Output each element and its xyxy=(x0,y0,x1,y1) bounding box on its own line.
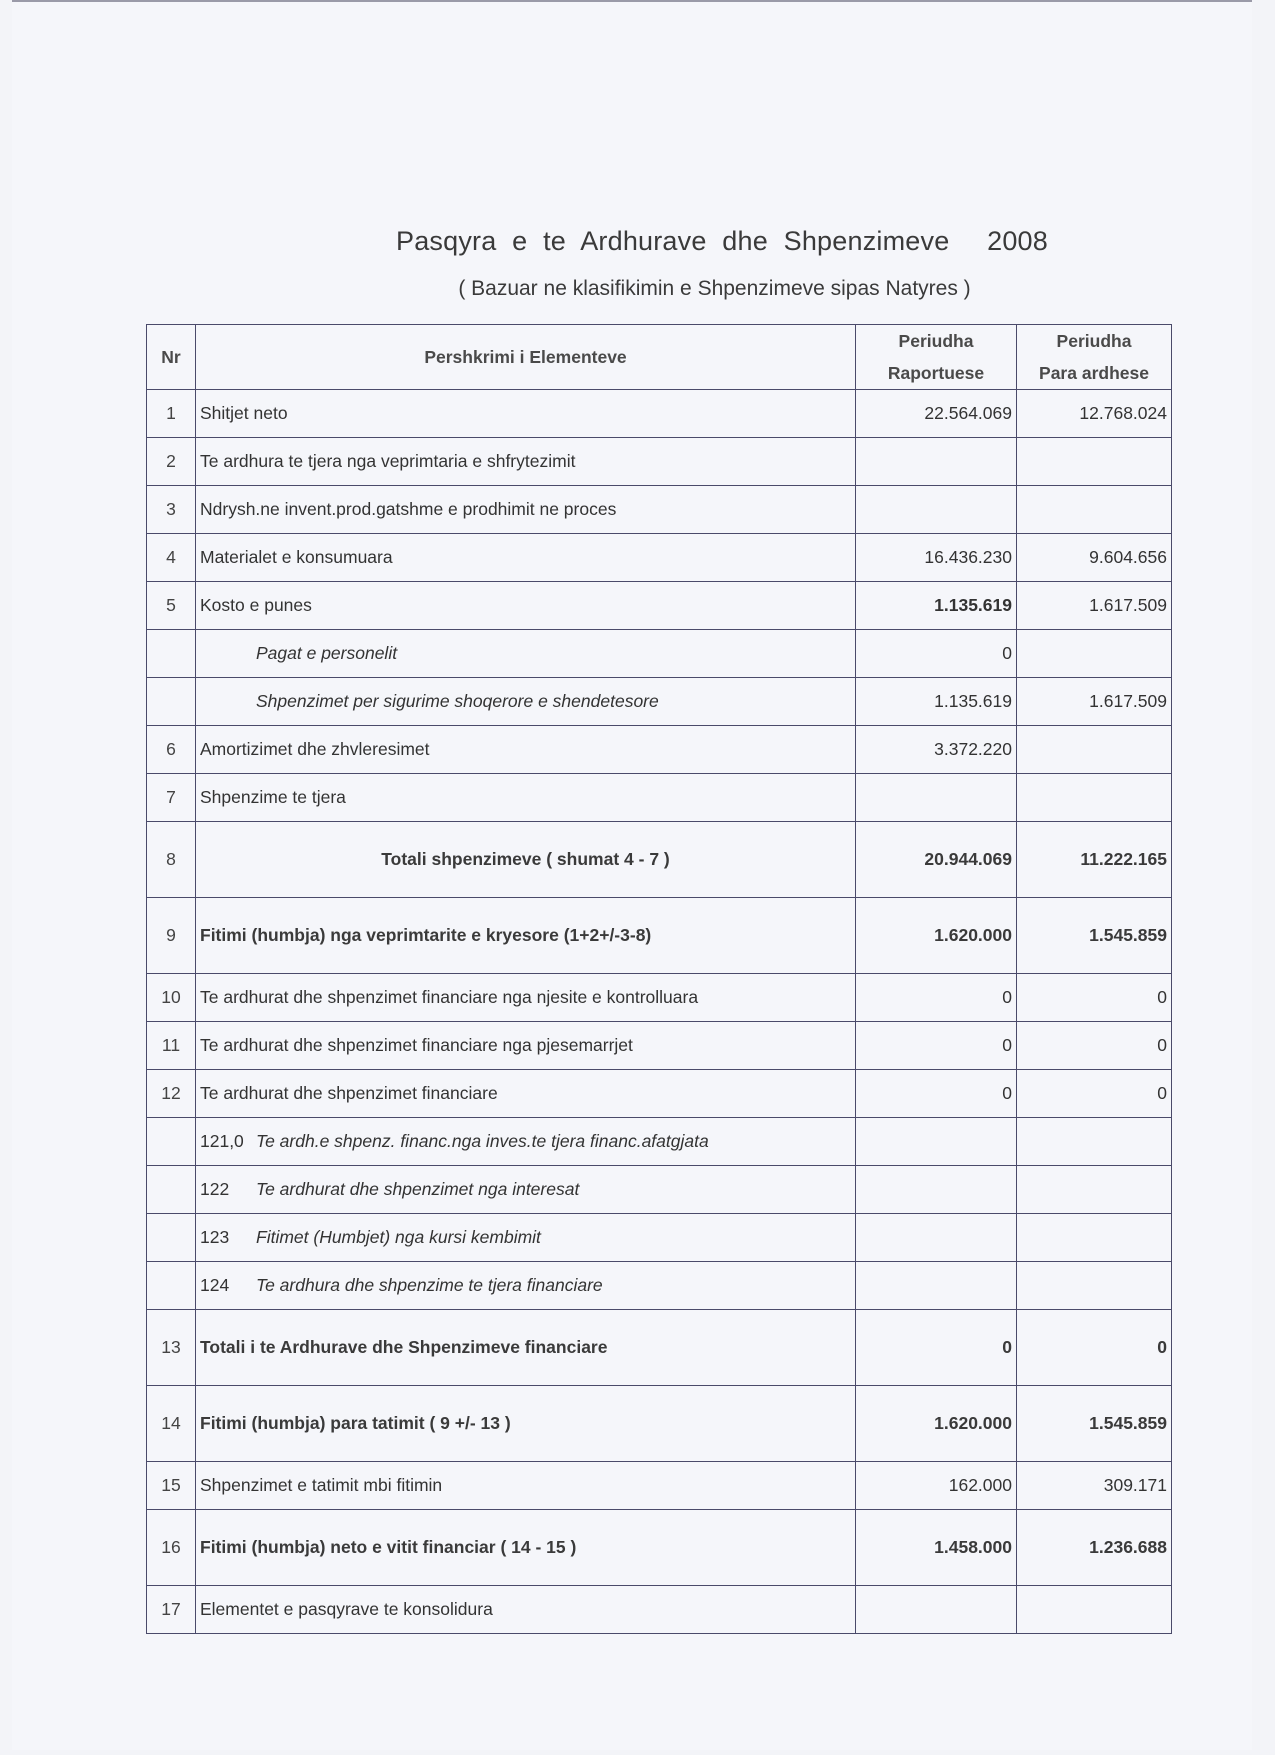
table-row-sub xyxy=(147,678,1172,726)
table-row xyxy=(147,1462,1172,1510)
row-nr: 8 xyxy=(147,822,196,898)
row-nr xyxy=(147,1262,196,1310)
row-previous-value xyxy=(1017,486,1172,534)
row-nr: 1 xyxy=(147,390,196,438)
row-nr: 10 xyxy=(147,974,196,1022)
row-description-text: Te ardh.e shpenz. financ.nga inves.te tjera financ.afatgjata xyxy=(256,1131,709,1151)
row-current-value: 0 xyxy=(856,1310,1017,1386)
row-nr: 3 xyxy=(147,486,196,534)
header-current-line2: Raportuese xyxy=(887,363,985,383)
row-description xyxy=(196,1118,856,1166)
row-nr: 15 xyxy=(147,1462,196,1510)
row-nr: 4 xyxy=(147,534,196,582)
document-subtitle: ( Bazuar ne klasifikimin e Shpenzimeve sipas Natyres ) xyxy=(458,277,971,300)
row-code: 122 xyxy=(200,1179,230,1199)
table-row-financial-sub xyxy=(147,1214,1172,1262)
title-year: 2008 xyxy=(987,226,1048,256)
table-row-total-financial xyxy=(147,1310,1172,1386)
row-description: Elementet e pasqyrave te konsolidura xyxy=(196,1586,856,1634)
row-nr: 12 xyxy=(147,1070,196,1118)
row-previous-value: 1.236.688 xyxy=(1017,1510,1172,1586)
row-nr xyxy=(147,678,196,726)
row-nr: 16 xyxy=(147,1510,196,1586)
row-previous-value xyxy=(1017,1118,1172,1166)
row-code: 123 xyxy=(200,1227,230,1247)
row-description: Materialet e konsumuara xyxy=(196,534,856,582)
table-row-financial-sub xyxy=(147,1262,1172,1310)
row-previous-value: 0 xyxy=(1017,974,1172,1022)
row-description: Amortizimet dhe zhvleresimet xyxy=(196,726,856,774)
row-previous-value xyxy=(1017,630,1172,678)
row-nr: 2 xyxy=(147,438,196,486)
row-current-value xyxy=(856,1214,1017,1262)
row-nr: 9 xyxy=(147,898,196,974)
row-previous-value: 1.545.859 xyxy=(1017,898,1172,974)
table-row xyxy=(147,774,1172,822)
header-description: Pershkrimi i Elementeve xyxy=(196,325,856,390)
table-row-net-profit xyxy=(147,1510,1172,1586)
row-previous-value: 1.617.509 xyxy=(1017,582,1172,630)
header-previous-line1: Periudha xyxy=(1056,331,1132,351)
row-previous-value xyxy=(1017,1166,1172,1214)
row-description: Te ardhura te tjera nga veprimtaria e shfrytezimit xyxy=(196,438,856,486)
row-description xyxy=(196,1262,856,1310)
row-description: Totali i te Ardhurave dhe Shpenzimeve financiare xyxy=(196,1310,856,1386)
table-row xyxy=(147,582,1172,630)
row-nr: 14 xyxy=(147,1386,196,1462)
row-description xyxy=(196,1166,856,1214)
row-nr: 13 xyxy=(147,1310,196,1386)
row-description: Fitimi (humbja) para tatimit ( 9 +/- 13 ) xyxy=(196,1386,856,1462)
table-header-row xyxy=(147,325,1172,390)
row-nr xyxy=(147,1118,196,1166)
table-row-financial-sub xyxy=(147,1166,1172,1214)
row-current-value: 1.620.000 xyxy=(856,1386,1017,1462)
row-code: 124 xyxy=(200,1275,230,1295)
row-previous-value xyxy=(1017,438,1172,486)
table-row xyxy=(147,726,1172,774)
row-previous-value xyxy=(1017,1262,1172,1310)
row-description-text: Fitimet (Humbjet) nga kursi kembimit xyxy=(256,1227,541,1247)
row-previous-value xyxy=(1017,1586,1172,1634)
row-description: Pagat e personelit xyxy=(196,630,856,678)
table-row xyxy=(147,1586,1172,1634)
header-previous-line2: Para ardhese xyxy=(1039,363,1149,383)
row-current-value xyxy=(856,486,1017,534)
table-row-sub xyxy=(147,630,1172,678)
row-description: Fitimi (humbja) neto e vitit financiar ( 14 - 15 ) xyxy=(196,1510,856,1586)
row-previous-value: 1.617.509 xyxy=(1017,678,1172,726)
row-current-value: 162.000 xyxy=(856,1462,1017,1510)
row-previous-value xyxy=(1017,774,1172,822)
row-code: 121,0 xyxy=(200,1131,244,1151)
row-current-value xyxy=(856,1586,1017,1634)
table-row xyxy=(147,1070,1172,1118)
row-nr xyxy=(147,630,196,678)
title-text: Pasqyra e te Ardhurave dhe Shpenzimeve xyxy=(396,226,950,256)
row-previous-value: 1.545.859 xyxy=(1017,1386,1172,1462)
row-current-value xyxy=(856,774,1017,822)
row-description: Shpenzimet per sigurime shoqerore e shendetesore xyxy=(196,678,856,726)
table-row xyxy=(147,974,1172,1022)
row-current-value: 0 xyxy=(856,630,1017,678)
row-nr: 7 xyxy=(147,774,196,822)
header-nr: Nr xyxy=(147,325,196,390)
row-current-value: 1.458.000 xyxy=(856,1510,1017,1586)
document-title xyxy=(12,226,1252,257)
row-current-value: 1.135.619 xyxy=(856,678,1017,726)
row-description-text: Te ardhura dhe shpenzime te tjera financiare xyxy=(256,1275,603,1295)
row-description: Kosto e punes xyxy=(196,582,856,630)
row-description: Te ardhurat dhe shpenzimet financiare xyxy=(196,1070,856,1118)
row-current-value: 1.135.619 xyxy=(856,582,1017,630)
row-previous-value: 309.171 xyxy=(1017,1462,1172,1510)
row-current-value: 16.436.230 xyxy=(856,534,1017,582)
row-current-value: 22.564.069 xyxy=(856,390,1017,438)
row-previous-value: 12.768.024 xyxy=(1017,390,1172,438)
row-description xyxy=(196,1214,856,1262)
row-previous-value: 0 xyxy=(1017,1310,1172,1386)
row-current-value: 0 xyxy=(856,1022,1017,1070)
row-current-value xyxy=(856,1262,1017,1310)
row-previous-value xyxy=(1017,726,1172,774)
row-nr xyxy=(147,1166,196,1214)
row-current-value xyxy=(856,1166,1017,1214)
table-row xyxy=(147,534,1172,582)
row-description: Shpenzimet e tatimit mbi fitimin xyxy=(196,1462,856,1510)
row-nr: 5 xyxy=(147,582,196,630)
row-current-value: 3.372.220 xyxy=(856,726,1017,774)
row-description: Ndrysh.ne invent.prod.gatshme e prodhimit ne proces xyxy=(196,486,856,534)
header-current-period xyxy=(856,325,1017,390)
row-previous-value: 9.604.656 xyxy=(1017,534,1172,582)
row-current-value xyxy=(856,1118,1017,1166)
table-row xyxy=(147,438,1172,486)
row-nr: 6 xyxy=(147,726,196,774)
row-description: Fitimi (humbja) nga veprimtarite e kryesore (1+2+/-3-8) xyxy=(196,898,856,974)
row-current-value: 1.620.000 xyxy=(856,898,1017,974)
row-nr: 17 xyxy=(147,1586,196,1634)
table-row xyxy=(147,1022,1172,1070)
row-description: Totali shpenzimeve ( shumat 4 - 7 ) xyxy=(196,822,856,898)
header-current-line1: Periudha xyxy=(898,331,974,351)
row-previous-value: 11.222.165 xyxy=(1017,822,1172,898)
row-description: Te ardhurat dhe shpenzimet financiare nga pjesemarrjet xyxy=(196,1022,856,1070)
table-row-financial-sub xyxy=(147,1118,1172,1166)
row-current-value: 20.944.069 xyxy=(856,822,1017,898)
table-row-operating-profit xyxy=(147,898,1172,974)
row-previous-value: 0 xyxy=(1017,1070,1172,1118)
header-previous-period xyxy=(1017,325,1172,390)
row-description: Shpenzime te tjera xyxy=(196,774,856,822)
row-description: Te ardhurat dhe shpenzimet financiare nga njesite e kontrolluara xyxy=(196,974,856,1022)
table-row xyxy=(147,390,1172,438)
income-statement-table xyxy=(146,324,1172,1634)
row-description-text: Te ardhurat dhe shpenzimet nga interesat xyxy=(256,1179,580,1199)
row-nr xyxy=(147,1214,196,1262)
row-current-value: 0 xyxy=(856,1070,1017,1118)
row-description: Shitjet neto xyxy=(196,390,856,438)
row-previous-value: 0 xyxy=(1017,1022,1172,1070)
row-nr: 11 xyxy=(147,1022,196,1070)
table-row xyxy=(147,486,1172,534)
row-current-value: 0 xyxy=(856,974,1017,1022)
table-row-profit-before-tax xyxy=(147,1386,1172,1462)
row-previous-value xyxy=(1017,1214,1172,1262)
table-row-total-expenses xyxy=(147,822,1172,898)
row-current-value xyxy=(856,438,1017,486)
